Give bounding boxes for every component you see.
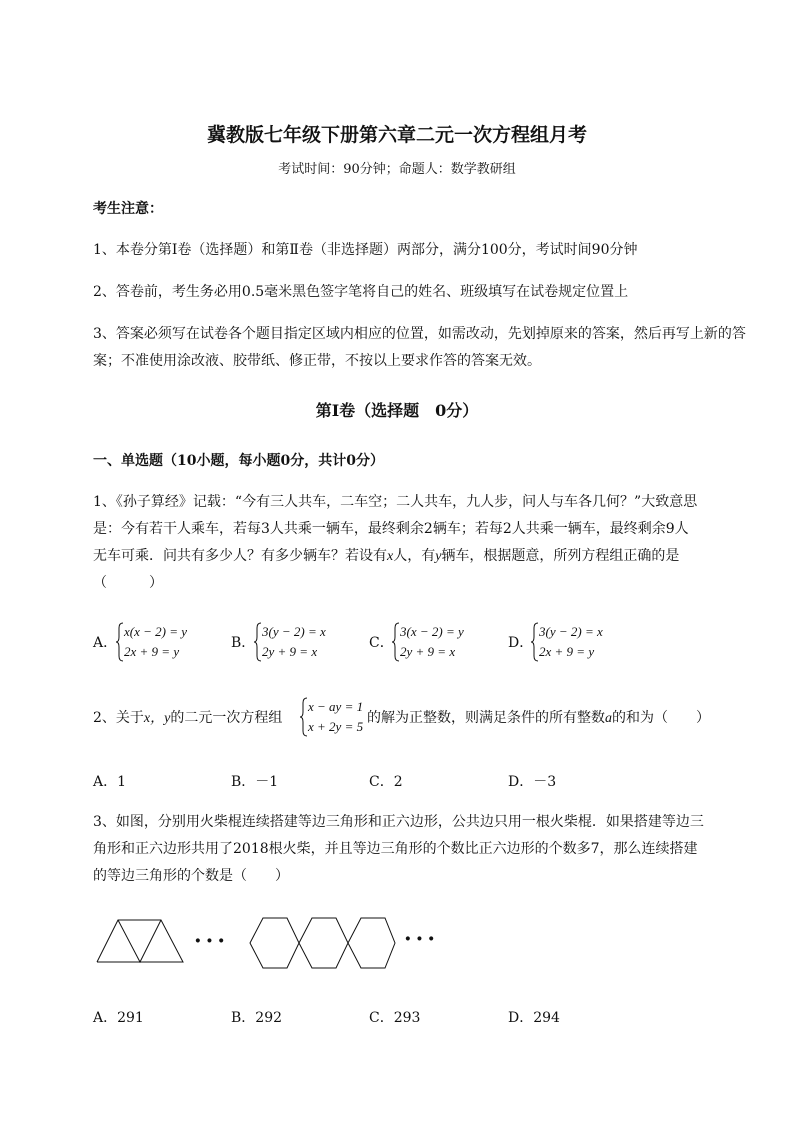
q3-line1: 3、如图，分别用火柴棍连续搭建等边三角形和正六边形，公共边只用一根火柴棍．如果搭建等边三 bbox=[93, 814, 704, 830]
q3-option-c[interactable]: C．293 bbox=[369, 1010, 421, 1026]
q2-eq2: x + 2y = 5 bbox=[308, 719, 364, 734]
question-2 bbox=[93, 707, 282, 727]
q2-eq1: x − ay = 1 bbox=[308, 699, 364, 714]
q3-option-d[interactable]: D．294 bbox=[508, 1010, 560, 1026]
question-3 bbox=[93, 809, 753, 890]
q1-option-b-eq1: 3(y − 2) = x bbox=[262, 624, 326, 639]
q1-option-c-eq1: 3(x − 2) = y bbox=[400, 624, 464, 639]
q1-option-d-eq2: 2x + 9 = y bbox=[539, 644, 595, 659]
brace-icon bbox=[116, 622, 124, 662]
q2-option-a[interactable]: A．1 bbox=[93, 774, 127, 790]
q2-option-b[interactable]: B．－1 bbox=[231, 774, 279, 790]
q3-line3: 的等边三角形的个数是（ ） bbox=[93, 868, 289, 884]
q2-prefix: 2、关于 bbox=[93, 710, 144, 726]
q1-option-c-system[interactable] bbox=[392, 622, 492, 662]
q1-option-a-label[interactable]: A． bbox=[93, 635, 118, 651]
q1-line3-c: 辆车，根据题意，所列方程组正确的是 bbox=[441, 548, 680, 564]
brace-icon bbox=[531, 622, 539, 662]
q2-suffix-a: 的解为正整数，则满足条件的所有整数 bbox=[367, 710, 605, 726]
q1-option-a-eq2: 2x + 9 = y bbox=[124, 644, 180, 659]
q1-option-a-system[interactable] bbox=[116, 622, 216, 662]
question-1 bbox=[93, 489, 753, 597]
q1-option-d-system[interactable] bbox=[531, 622, 631, 662]
q1-option-c-label[interactable]: C． bbox=[369, 635, 394, 651]
q2-suffix-b: 的和为（ ） bbox=[612, 710, 710, 726]
part1-title: 第I卷（选择题 0分） bbox=[315, 401, 479, 420]
notice-item-1: 1、本卷分第I卷（选择题）和第Ⅱ卷（非选择题）两部分，满分100分，考试时间90分钟 bbox=[93, 242, 638, 258]
q3-option-b[interactable]: B．292 bbox=[231, 1010, 283, 1026]
notice-heading: 考生注意： bbox=[93, 201, 163, 217]
section-heading: 一、单选题（10小题，每小题0分，共计0分） bbox=[93, 453, 384, 469]
q1-option-d-eq1: 3(y − 2) = x bbox=[539, 624, 603, 639]
q1-line2: 是：今有若干人乘车，若每3人共乘一辆车，最终剩余2辆车；若每2人共乘一辆车，最终剩余9人 bbox=[93, 521, 689, 537]
q2-option-d[interactable]: D．－3 bbox=[508, 774, 557, 790]
q1-line3 bbox=[93, 543, 753, 570]
q1-option-b-system[interactable] bbox=[254, 622, 354, 662]
q2-system bbox=[300, 697, 370, 737]
q2-option-c[interactable]: C．2 bbox=[369, 774, 403, 790]
q2-suffix bbox=[367, 707, 710, 727]
q1-line3-b: 人，有 bbox=[393, 548, 436, 564]
notice-item-3: 3、答案必须写在试卷各个题目指定区域内相应的位置，如需改动，先划掉原来的答案，然后再写上新的答案；不准使用涂改液、胶带纸、修正带，不按以上要求作答的答案无效。 bbox=[93, 326, 746, 369]
exam-info: 考试时间：90分钟；命题人：数学教研组 bbox=[278, 162, 516, 177]
hexagons-figure bbox=[246, 914, 396, 972]
q1-option-c-eq2: 2y + 9 = x bbox=[400, 644, 456, 659]
q1-option-b-label[interactable]: B． bbox=[231, 635, 256, 651]
q1-answer-paren: （ ） bbox=[93, 575, 163, 591]
ellipsis-dots-1: ··· bbox=[194, 928, 229, 954]
q1-option-a-eq1: x(x − 2) = y bbox=[124, 624, 188, 639]
q2-vars: x，y bbox=[143, 711, 171, 726]
var-y: y bbox=[435, 549, 442, 564]
q1-option-d-label[interactable]: D． bbox=[508, 635, 534, 651]
brace-icon bbox=[392, 622, 400, 662]
triangles-figure bbox=[96, 918, 186, 964]
brace-icon bbox=[254, 622, 262, 662]
var-x: x bbox=[387, 549, 394, 564]
q1-line1: 1、《孙子算经》记载：“今有三人共车，二车空；二人共车，九人步，问人与车各几何？”大致意思 bbox=[93, 494, 698, 510]
notice-item-2: 2、答卷前，考生务必用0.5毫米黑色签字笔将自己的姓名、班级填写在试卷规定位置上 bbox=[93, 284, 629, 300]
ellipsis-dots-2: ··· bbox=[404, 926, 439, 952]
q1-line3-a: 无车可乘．问共有多少人？有多少辆车？若设有 bbox=[93, 548, 387, 564]
q3-option-a[interactable]: A．291 bbox=[93, 1010, 144, 1026]
brace-icon bbox=[300, 697, 308, 737]
q3-line2: 角形和正六边形共用了2018根火柴，并且等边三角形的个数比正六边形的个数多7，那么连续搭建 bbox=[93, 841, 698, 857]
var-a: a bbox=[605, 711, 612, 726]
page-title: 冀教版七年级下册第六章二元一次方程组月考 bbox=[206, 124, 587, 146]
q2-mid: 的二元一次方程组 bbox=[170, 710, 283, 726]
q1-option-b-eq2: 2y + 9 = x bbox=[262, 644, 318, 659]
